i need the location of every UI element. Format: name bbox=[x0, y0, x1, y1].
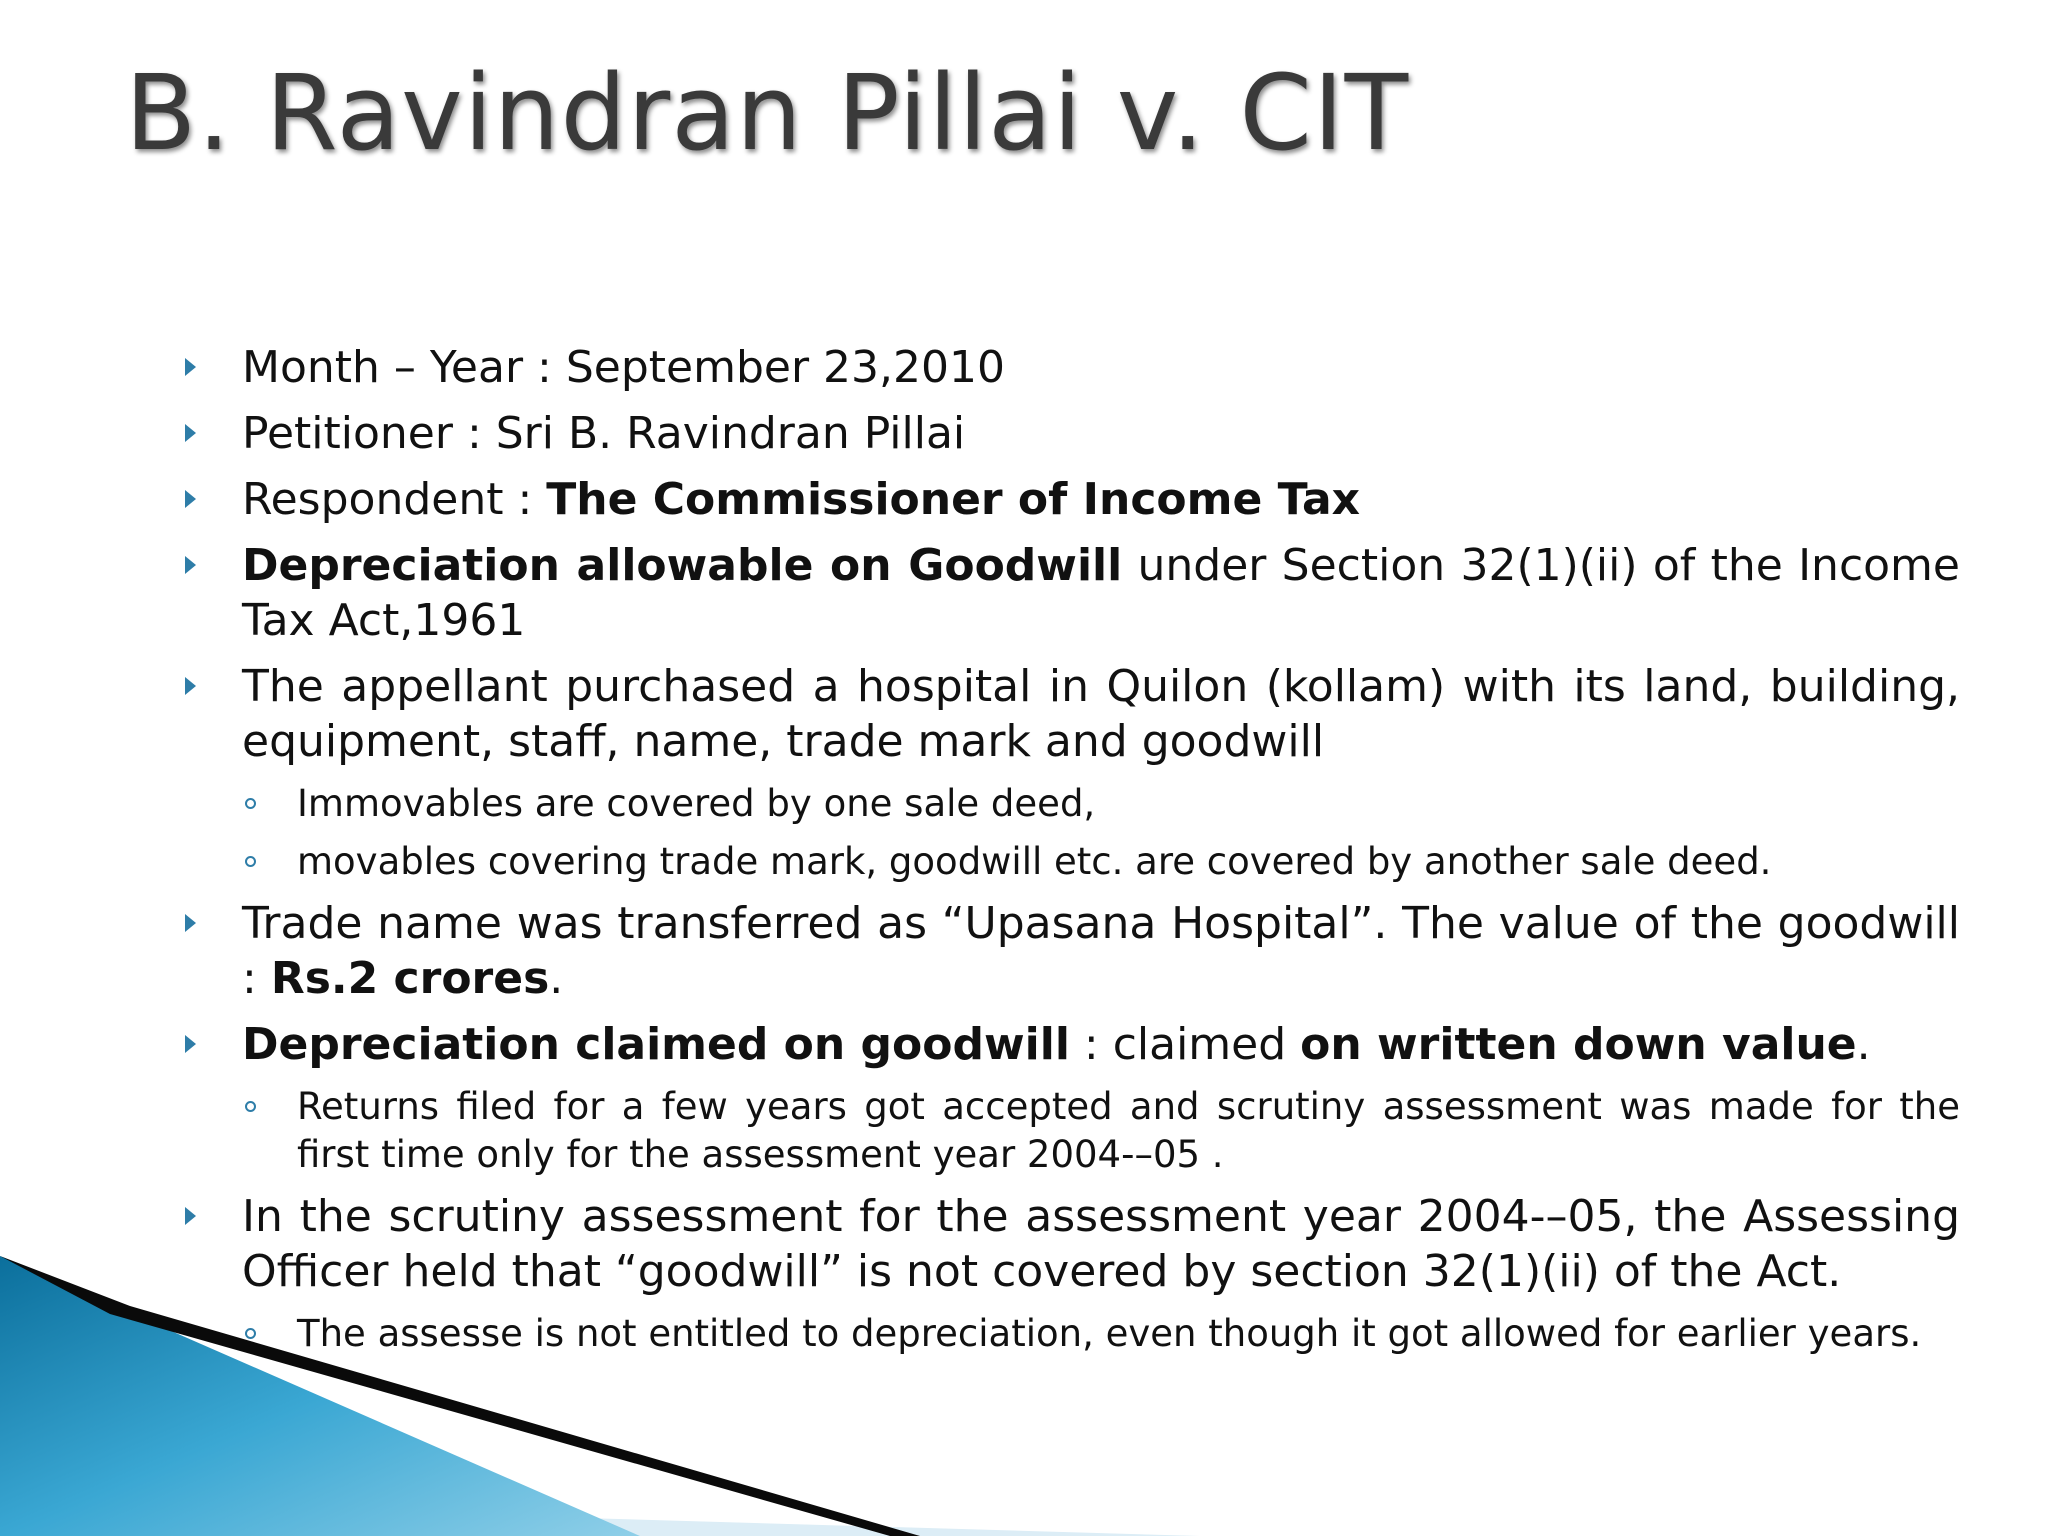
immovables-text: Immovables are covered by one sale deed, bbox=[297, 782, 1096, 825]
respondent-name: The Commissioner of Income Tax bbox=[546, 474, 1361, 525]
month-year-text: Month – Year : September 23,2010 bbox=[242, 342, 1005, 393]
circle-bullet-icon bbox=[245, 1328, 256, 1339]
depreciation-text: under Section 32(1)(ii) of the Income Tax Act,1961 bbox=[242, 540, 1960, 646]
list-item-trade-name bbox=[180, 896, 1960, 1006]
triangle-bullet-icon bbox=[185, 490, 196, 508]
trade-name-text: Trade name was transferred as “Upasana Hospital”. The value of the goodwill : bbox=[242, 898, 1960, 1004]
movables-text: movables covering trade mark, goodwill etc. are covered by another sale deed. bbox=[297, 840, 1772, 883]
depreciation-heading: Depreciation allowable on Goodwill bbox=[242, 540, 1123, 591]
triangle-bullet-icon bbox=[185, 677, 196, 695]
scrutiny-text: In the scrutiny assessment for the assessment year 2004-–05, the Assessing Officer held that “goodwill” is not covered by section 32(1)(ii) of the Act. bbox=[242, 1191, 1960, 1297]
claimed-heading: Depreciation claimed on goodwill bbox=[242, 1019, 1070, 1070]
list-item-depreciation-claimed bbox=[180, 1017, 1960, 1072]
list-item-petitioner bbox=[180, 406, 1960, 461]
list-item-month-year bbox=[180, 340, 1960, 395]
respondent-label: Respondent : bbox=[242, 474, 547, 525]
triangle-bullet-icon bbox=[185, 914, 196, 932]
circle-bullet-icon bbox=[245, 1101, 256, 1112]
circle-bullet-icon bbox=[245, 856, 256, 867]
circle-bullet-icon bbox=[245, 798, 256, 809]
appellant-text: The appellant purchased a hospital in Quilon (kollam) with its land, building, equipment, staff, name, trade mark and goodwill bbox=[242, 661, 1960, 767]
petitioner-text: Petitioner : Sri B. Ravindran Pillai bbox=[242, 408, 966, 459]
sub-item-movables bbox=[180, 838, 1960, 886]
triangle-bullet-icon bbox=[185, 424, 196, 442]
list-item-depreciation bbox=[180, 538, 1960, 648]
triangle-bullet-icon bbox=[185, 1207, 196, 1225]
sub-item-not-entitled bbox=[180, 1310, 1960, 1358]
sub-item-returns-filed bbox=[180, 1083, 1960, 1179]
returns-filed-text: Returns filed for a few years got accepted and scrutiny assessment was made for the first time only for the assessment year 2004-–05 . bbox=[297, 1085, 1960, 1176]
triangle-bullet-icon bbox=[185, 556, 196, 574]
triangle-bullet-icon bbox=[185, 358, 196, 376]
list-item-respondent bbox=[180, 472, 1960, 527]
bullet-list bbox=[180, 340, 1960, 1368]
triangle-bullet-icon bbox=[185, 1035, 196, 1053]
list-item-scrutiny bbox=[180, 1189, 1960, 1299]
not-entitled-text: The assesse is not entitled to depreciation, even though it got allowed for earlier years. bbox=[297, 1312, 1922, 1355]
claimed-end: . bbox=[1856, 1019, 1871, 1070]
written-down-value: on written down value bbox=[1300, 1019, 1857, 1070]
claimed-text: : claimed bbox=[1069, 1019, 1301, 1070]
list-item-appellant bbox=[180, 659, 1960, 769]
sub-item-immovables bbox=[180, 780, 1960, 828]
trade-name-end: . bbox=[549, 953, 564, 1004]
slide-title: B. Ravindran Pillai v. CIT bbox=[125, 52, 1410, 174]
goodwill-value: Rs.2 crores bbox=[270, 953, 550, 1004]
